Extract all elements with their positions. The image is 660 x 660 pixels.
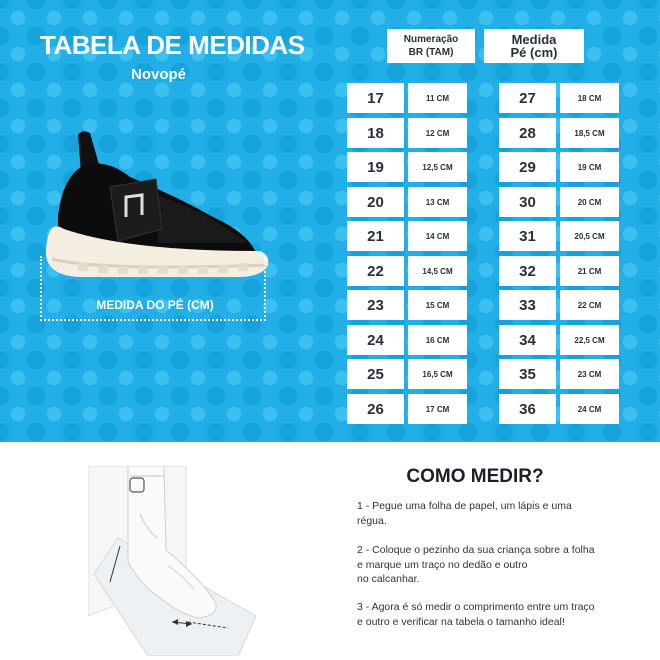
header-foot-length-line2: Pé (cm) — [510, 45, 558, 60]
size-cell: 21 — [347, 221, 404, 251]
size-cell: 27 — [499, 83, 556, 113]
foot-length-cell: 17 CM — [408, 394, 467, 424]
foot-length-cell: 14,5 CM — [408, 256, 467, 286]
foot-length-cell: 11 CM — [408, 83, 467, 113]
foot-length-cell: 18,5 CM — [560, 118, 619, 148]
foot-length-cell: 23 CM — [560, 359, 619, 389]
header-foot-length — [484, 29, 584, 63]
foot-length-cell: 13 CM — [408, 187, 467, 217]
foot-length-cell: 18 CM — [560, 83, 619, 113]
header-br-size — [387, 29, 475, 63]
size-cell: 29 — [499, 152, 556, 182]
step-2-line-1: 2 - Coloque o pezinho da sua criança sobre a folha — [357, 544, 595, 556]
step-3-line-2: e outro e verificar na tabela o tamanho ideal! — [357, 615, 565, 628]
foot-measuring-illustration — [88, 466, 278, 656]
size-cell: 25 — [347, 359, 404, 389]
foot-length-cell: 20,5 CM — [560, 221, 619, 251]
foot-length-cell: 20 CM — [560, 187, 619, 217]
step-2 — [357, 543, 627, 587]
step-1-line-1: 1 - Pegue uma folha de papel, um lápis e uma — [357, 500, 572, 512]
size-cell: 33 — [499, 290, 556, 320]
step-1-line-2: régua. — [357, 514, 387, 527]
page-title: TABELA DE MEDIDAS — [40, 30, 305, 60]
header-foot-length-line1: Medida — [511, 32, 557, 47]
brand-name: Novopé — [131, 66, 187, 83]
step-2-line-3: no calcanhar. — [357, 573, 420, 585]
step-3 — [357, 600, 627, 629]
foot-length-cell: 15 CM — [408, 290, 467, 320]
foot-length-cell: 22,5 CM — [560, 325, 619, 355]
size-cell: 31 — [499, 221, 556, 251]
size-cell: 20 — [347, 187, 404, 217]
step-3-line-1: 3 - Agora é só medir o comprimento entre um traço — [357, 601, 595, 613]
foot-measure-label: MEDIDA DO PÉ (CM) — [96, 298, 214, 312]
size-cell: 23 — [347, 290, 404, 320]
size-cell: 30 — [499, 187, 556, 217]
foot-length-cell: 22 CM — [560, 290, 619, 320]
foot-length-cell: 24 CM — [560, 394, 619, 424]
size-cell: 17 — [347, 83, 404, 113]
step-1 — [357, 499, 627, 528]
size-cell: 34 — [499, 325, 556, 355]
header-br-size-line1: Numeração — [403, 34, 459, 45]
size-cell: 35 — [499, 359, 556, 389]
size-cell: 24 — [347, 325, 404, 355]
foot-length-cell: 12 CM — [408, 118, 467, 148]
foot-length-cell: 16,5 CM — [408, 359, 467, 389]
foot-length-cell: 19 CM — [560, 152, 619, 182]
foot-length-cell: 14 CM — [408, 221, 467, 251]
size-cell: 28 — [499, 118, 556, 148]
foot-length-cell: 16 CM — [408, 325, 467, 355]
size-cell: 32 — [499, 256, 556, 286]
foot-length-cell: 12,5 CM — [408, 152, 467, 182]
step-2-line-2: e marque um traço no dedão e outro — [357, 558, 528, 571]
size-cell: 22 — [347, 256, 404, 286]
size-cell: 26 — [347, 394, 404, 424]
how-to-measure-title: COMO MEDIR? — [406, 466, 544, 487]
size-cell: 19 — [347, 152, 404, 182]
header-br-size-line2: BR (TAM) — [408, 47, 454, 58]
size-cell: 18 — [347, 118, 404, 148]
foot-length-cell: 21 CM — [560, 256, 619, 286]
size-cell: 36 — [499, 394, 556, 424]
